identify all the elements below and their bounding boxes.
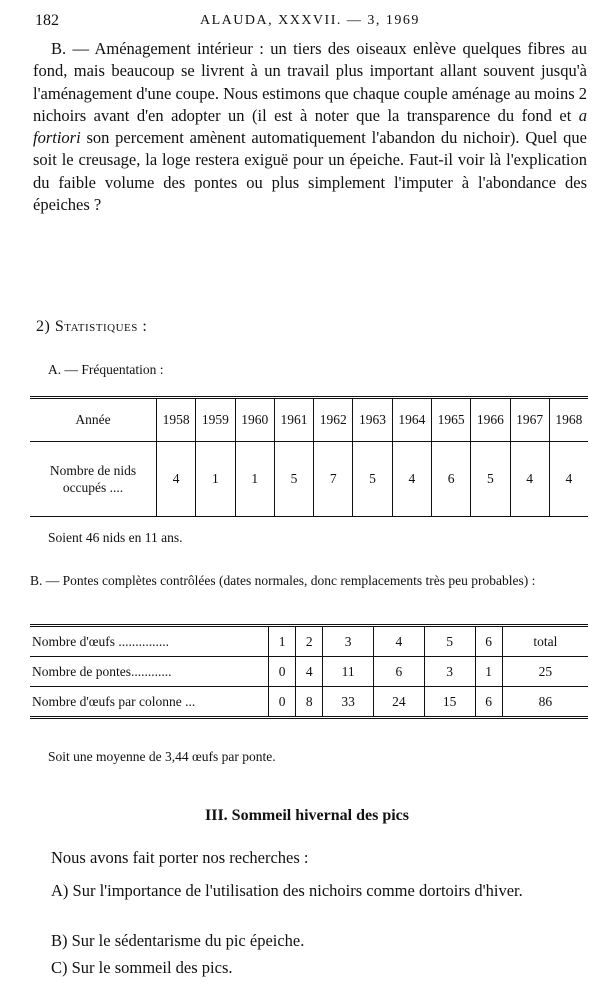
nests-cell: 1: [235, 442, 274, 517]
year-cell: 1965: [431, 398, 470, 442]
year-cell: 1958: [157, 398, 196, 442]
year-cell: 1962: [314, 398, 353, 442]
eggs-row: [30, 626, 588, 657]
journal-title: ALAUDA, XXXVII. — 3, 1969: [200, 13, 420, 28]
list-item: B) Sur le sédentarisme du pic épeiche.: [51, 931, 305, 950]
table-cell: 33: [323, 687, 374, 718]
table-cell: 15: [424, 687, 475, 718]
nests-cell: 4: [157, 442, 196, 517]
year-cell: 1959: [196, 398, 235, 442]
table-cell: 5: [424, 626, 475, 657]
statistics-heading: [36, 318, 147, 336]
pontes-note: Soit une moyenne de 3,44 œufs par ponte.: [48, 749, 276, 764]
row-label: Nombre d'œufs ...............: [30, 626, 269, 657]
table-cell: 0: [269, 687, 296, 718]
nests-cell: 5: [353, 442, 392, 517]
eggs-per-column-row: [30, 687, 588, 718]
pontes-table: [30, 624, 588, 719]
frequentation-table: [30, 396, 588, 517]
frequentation-note: Soient 46 nids en 11 ans.: [48, 530, 183, 545]
frequentation-heading: A. — Fréquentation :: [48, 362, 164, 377]
list-item: A) Sur l'importance de l'utilisation des nichoirs comme dortoirs d'hiver.: [51, 881, 523, 900]
year-header: Année: [30, 398, 157, 442]
table-cell: 3: [323, 626, 374, 657]
table-cell: 25: [502, 657, 588, 687]
nests-cell: 4: [392, 442, 431, 517]
table-cell: 1: [475, 657, 502, 687]
paragraph-text-end: son percement amènent automatiquement l'abandon du nichoir). Quel que soit le creusage, la loge restera exiguë pour un épeiche. Faut-il voir là l'explication du faible volume des pontes ou plus simplement l'imputer à l'abondance des épeiches ?: [33, 128, 587, 215]
statistics-number: 2): [36, 318, 51, 335]
nests-label: Nombre de nids occupés ....: [30, 442, 157, 517]
nests-cell: 1: [196, 442, 235, 517]
year-cell: 1960: [235, 398, 274, 442]
clutches-row: [30, 657, 588, 687]
nests-cell: 4: [565, 471, 573, 486]
section-intro: Nous avons fait porter nos recherches :: [51, 848, 309, 867]
table-cell: 4: [296, 657, 323, 687]
row-label: Nombre d'œufs par colonne ...: [30, 687, 269, 718]
pontes-heading: B. — Pontes complètes contrôlées (dates normales, donc remplacements très peu probables) :: [30, 573, 536, 588]
section-title: III. Sommeil hivernal des pics: [204, 807, 409, 824]
nests-cell: 7: [314, 442, 353, 517]
nests-row: [30, 442, 588, 517]
table-cell: total: [502, 626, 588, 657]
running-header: [0, 10, 614, 34]
year-cell: 1968: [549, 398, 588, 442]
year-cell: 1964: [392, 398, 431, 442]
table-cell: 4: [374, 626, 425, 657]
table-cell: 2: [296, 626, 323, 657]
year-cell: 1963: [353, 398, 392, 442]
nests-cell: 4: [510, 442, 549, 517]
table-cell: 86: [538, 693, 553, 709]
year-cell: 1961: [274, 398, 313, 442]
table-cell: 11: [323, 657, 374, 687]
table-cell: 8: [296, 687, 323, 718]
table-cell: 24: [374, 687, 425, 718]
nests-cell: 6: [431, 442, 470, 517]
table-cell: 1: [269, 626, 296, 657]
nests-cell: 5: [471, 442, 510, 517]
table-cell: 3: [424, 657, 475, 687]
paragraph-amenagement: [33, 38, 587, 216]
list-item: C) Sur le sommeil des pics.: [51, 958, 233, 977]
page-number: 182: [35, 12, 59, 29]
table-cell: 6: [475, 626, 502, 657]
statistics-title: Statistiques :: [54, 318, 148, 335]
paragraph-text-start: B. — Aménagement intérieur : un tiers des oiseaux enlève quelques fibres au fond, mais beaucoup se livrent à un travail plus important allant souvent jusqu'à l'aménagement d'une coupe. Nous estimons que chaque couple aménage au moins 2 nichoirs avant d'en adopter un (il est à noter que la transparence du fond et: [33, 39, 587, 125]
table-cell: 0: [269, 657, 296, 687]
nests-cell: 5: [274, 442, 313, 517]
row-label: Nombre de pontes............: [30, 657, 269, 687]
table-cell: 6: [374, 657, 425, 687]
table-cell: 6: [475, 687, 502, 718]
year-cell: 1967: [510, 398, 549, 442]
year-cell: 1966: [471, 398, 510, 442]
year-row: [30, 398, 588, 442]
paragraph-italic: a fortiori: [33, 105, 587, 148]
